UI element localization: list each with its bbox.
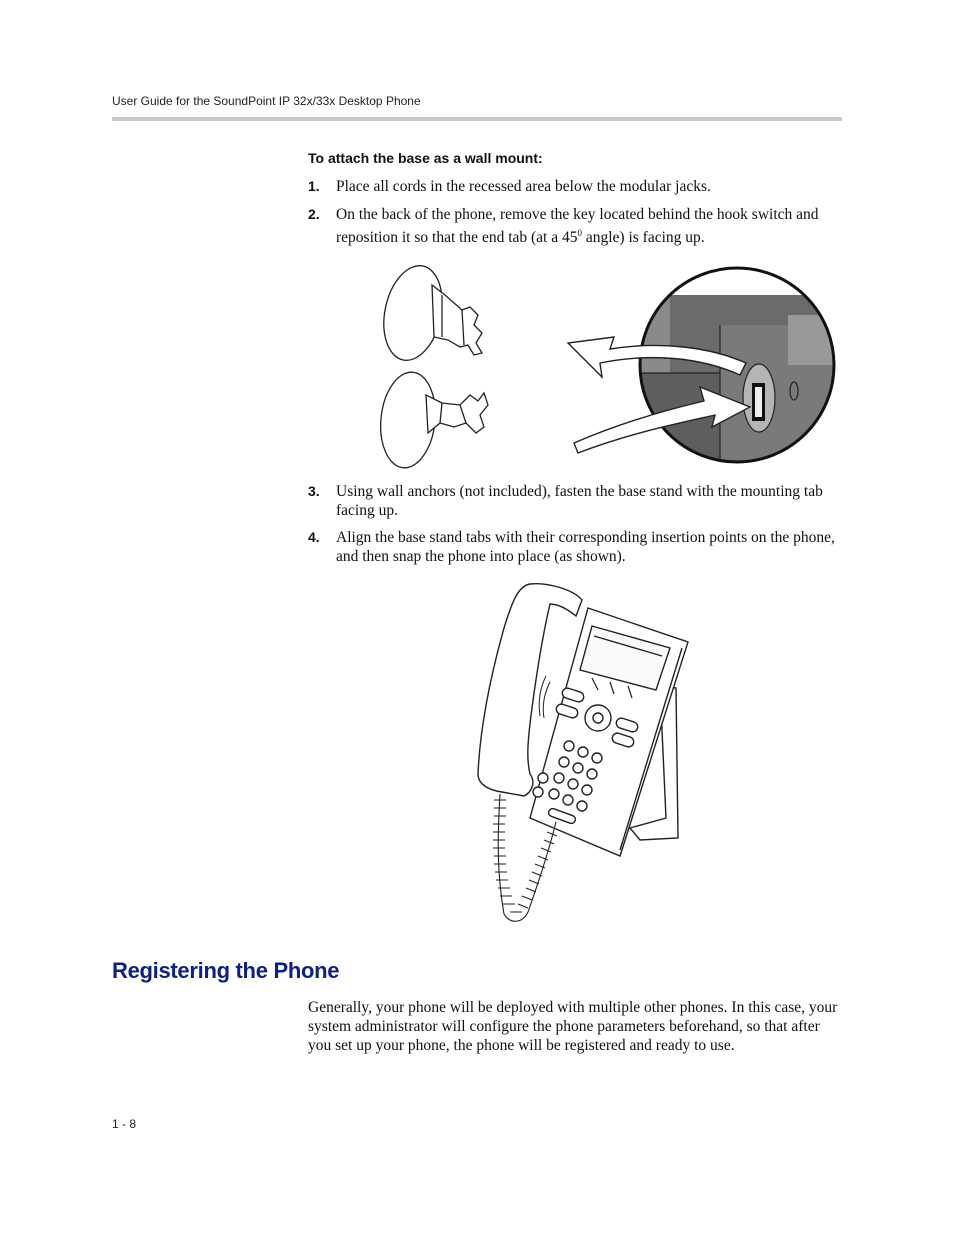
step-text-part: angle) is facing up. [581,229,705,247]
wall-mounted-phone-figure [470,578,690,928]
step-text: Place all cords in the recessed area below the modular jacks. [336,178,711,195]
step-number: 2. [308,206,320,222]
step-number: 3. [308,483,320,499]
procedure-heading: To attach the base as a wall mount: [308,150,543,166]
step-3 [308,482,842,520]
step-1 [308,177,842,196]
step-2 [308,205,842,247]
step-text [336,205,842,247]
section-paragraph: Generally, your phone will be deployed with multiple other phones. In this case, your system administrator will configure the phone parameters beforehand, so that after you set up your phone, the phone will be registered and ready to use. [308,999,838,1054]
step-text-part: On the back of the phone, remove the key located behind the hook switch and reposition it so that the end tab (at a 45 [336,206,819,247]
step-text: Using wall anchors (not included), fasten the base stand with the mounting tab facing up. [336,483,823,519]
section-title: Registering the Phone [112,958,340,983]
header-rule [112,117,842,121]
running-header: User Guide for the SoundPoint IP 32x/33x Desktop Phone [112,94,421,108]
key-upright-illustration [376,260,482,366]
page-number: 1 - 8 [112,1117,137,1131]
hook-switch-key-figure [370,255,840,480]
key-rotated-illustration [376,369,488,470]
step-text: Align the base stand tabs with their corresponding insertion points on the phone, and then snap the phone into place (as shown). [336,529,835,565]
step-number: 1. [308,178,320,194]
step-4 [308,528,842,566]
step-number: 4. [308,529,320,545]
degree-superscript: 0 [577,228,582,238]
